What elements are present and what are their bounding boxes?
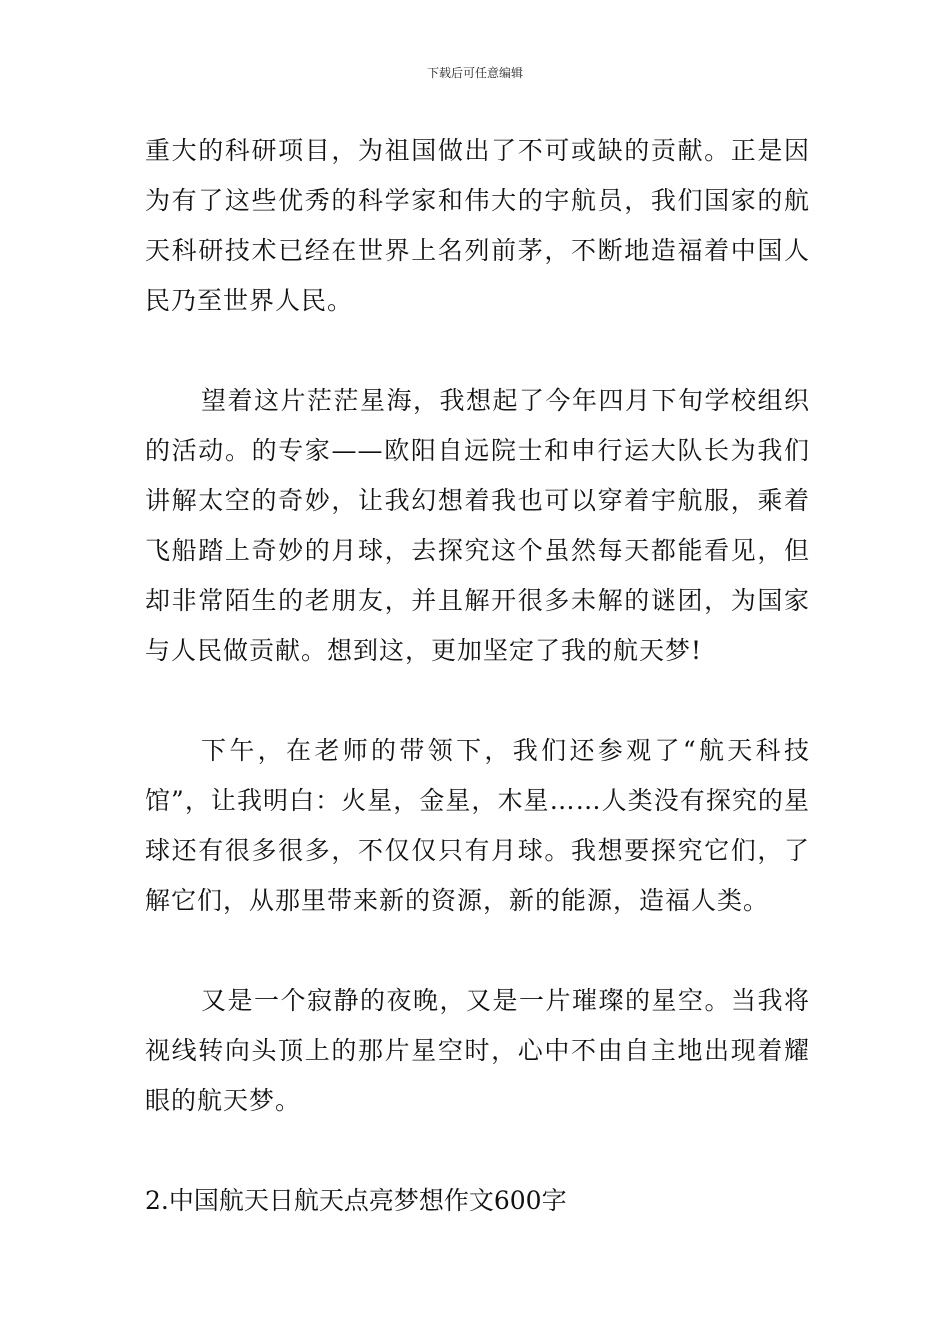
paragraph-3: 下午，在老师的带领下，我们还参观了“航天科技馆”，让我明白：火星，金星，木星……人类没有探究的星球还有很多很多，不仅仅只有月球。我想要探究它们，了解它们，从那里带来新的资源，新的能源，造福人类。 (145, 736, 810, 915)
paragraph-spacer (145, 676, 810, 726)
paragraph-1: 重大的科研项目，为祖国做出了不可或缺的贡献。正是因为有了这些优秀的科学家和伟大的宇航员，我们国家的航天科研技术已经在世界上名列前茅，不断地造福着中国人民乃至世界人民。 (145, 136, 810, 315)
section-heading: 2.中国航天日航天点亮梦想作文600字 (145, 1186, 567, 1215)
paragraph-2: 望着这片茫茫星海，我想起了今年四月下旬学校组织的活动。的专家——欧阳自远院士和申行运大队长为我们讲解太空的奇妙，让我幻想着我也可以穿着宇航服，乘着飞船踏上奇妙的月球，去探究这个虽然每天都能看见，但却非常陌生的老朋友，并且解开很多未解的谜团，为国家与人民做贡献。想到这，更加坚定了我的航天梦! (145, 386, 810, 665)
paragraph-spacer (145, 326, 810, 376)
paragraph-4: 又是一个寂静的夜晚，又是一片璀璨的星空。当我将视线转向头顶上的那片星空时，心中不由自主地出现着耀眼的航天梦。 (145, 986, 810, 1115)
document-body (145, 126, 810, 1226)
page-header-note: 下载后可任意编辑 (426, 66, 523, 80)
paragraph-spacer (145, 1126, 810, 1176)
paragraph-spacer (145, 926, 810, 976)
